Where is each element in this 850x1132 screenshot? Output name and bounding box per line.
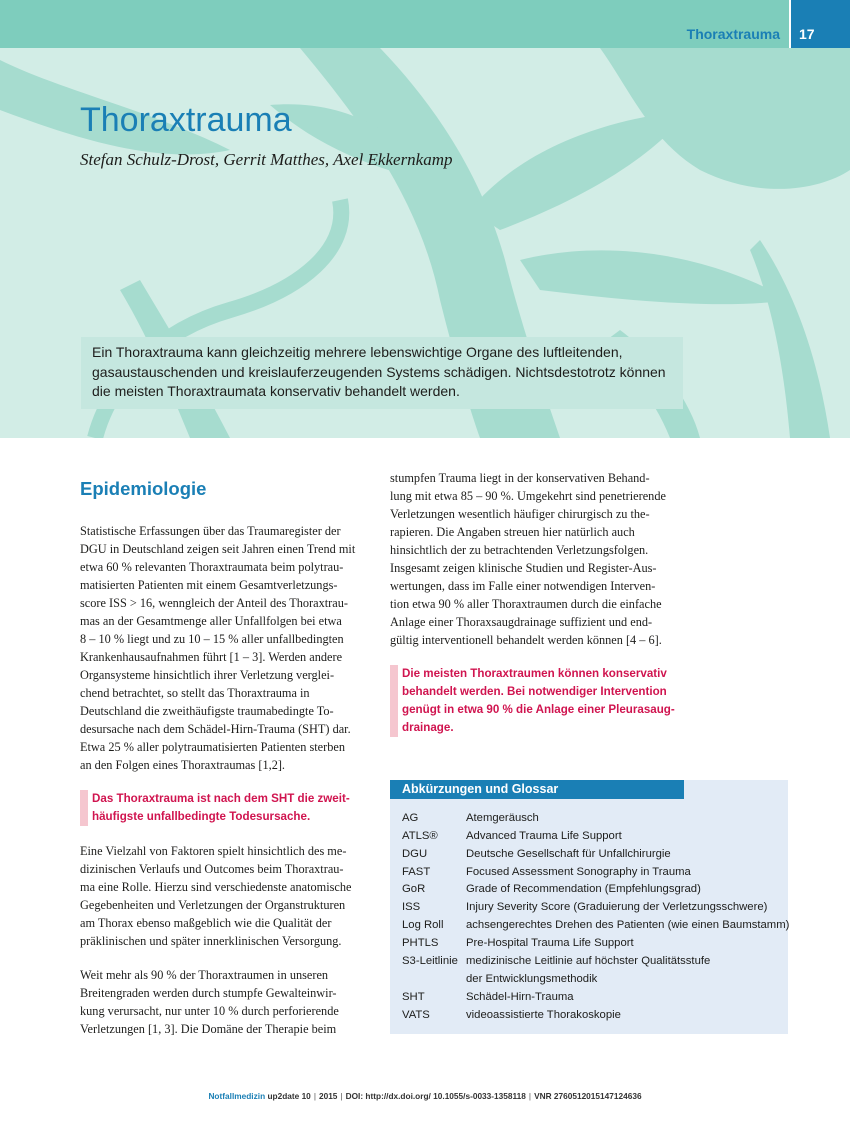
left-paragraph-3 <box>80 966 339 1038</box>
page-number: 17 <box>799 26 815 42</box>
glossary-abbr: Log Roll <box>402 919 444 931</box>
page-footer <box>0 1091 850 1101</box>
abstract-box <box>81 337 683 409</box>
text-line: Etwa 25 % aller polytraumatisierten Patienten sterben <box>80 740 345 754</box>
glossary-abbr: FAST <box>402 866 431 878</box>
text-line: präklinischen und später innerklinischen Versorgung. <box>80 934 342 948</box>
callout-line: behandelt werden. Bei notwendiger Intervention <box>402 685 667 698</box>
section-title-epidemiologie: Epidemiologie <box>80 478 207 499</box>
text-line: kung verursacht, nur unter 10 % durch perforierende <box>80 1004 339 1018</box>
hero-banner <box>0 0 850 438</box>
text-line: Deutschland die zweithäufigste traumabedingte To- <box>80 704 334 718</box>
text-line: rapieren. Die Angaben streuen hier natürlich auch <box>390 525 635 539</box>
callout-line: Das Thoraxtrauma ist nach dem SHT die zweit- <box>92 792 350 805</box>
glossary-def: Grade of Recommendation (Empfehlungsgrad) <box>466 883 701 895</box>
text-line: etwa 60 % relevanten Thoraxtraumata beim polytrau- <box>80 560 344 574</box>
text-line: gültig interventionell behandelt werden können [4 – 6]. <box>390 633 662 647</box>
text-line: Verletzungen wesentlich häufiger chirurgisch zu the- <box>390 507 650 521</box>
text-line: chend betrachtet, so stellt das Thoraxtrauma in <box>80 686 310 700</box>
right-callout <box>390 665 675 737</box>
footer-separator: | <box>528 1091 532 1101</box>
text-line: wertungen, dass im Falle einer notwendigen Interven- <box>390 579 656 593</box>
glossary-def: Focused Assessment Sonography in Trauma <box>466 866 691 878</box>
text-line: lung mit etwa 85 – 90 %. Umgekehrt sind penetrierende <box>390 489 666 503</box>
text-line: mas an der Gesamtmenge aller Unfallfolgen bei etwa <box>80 614 342 628</box>
glossary-def: achsengerechtes Drehen des Patienten (wie einen Baumstamm) <box>466 919 790 931</box>
glossary-abbr: ISS <box>402 901 421 913</box>
text-line: stumpfen Trauma liegt in der konservativen Behand- <box>390 471 650 485</box>
glossary-abbr: GoR <box>402 883 426 895</box>
abstract-line: Ein Thoraxtrauma kann gleichzeitig mehrere lebenswichtige Organe des luftleitenden, <box>92 344 623 360</box>
text-line: Gegebenheiten und Verletzungen der Organstrukturen <box>80 898 346 912</box>
text-line: matisierten Patienten mit einem Gesamtverletzungs- <box>80 578 338 592</box>
glossary-abbr: AG <box>402 812 419 824</box>
abstract-line: die meisten Thoraxtraumata konservativ behandelt werden. <box>92 383 460 399</box>
text-line: an den Folgen eines Thoraxtraumas [1,2]. <box>80 758 286 772</box>
glossary-def: Advanced Trauma Life Support <box>466 830 622 842</box>
text-line: Statistische Erfassungen über das Traumaregister der <box>80 524 341 538</box>
text-line: Insgesamt zeigen klinische Studien und Register-Aus- <box>390 561 657 575</box>
footer-separator: | <box>340 1091 343 1101</box>
article-title: Thoraxtrauma <box>80 101 292 139</box>
glossary-def: Pre-Hospital Trauma Life Support <box>466 937 634 949</box>
text-line: dizinischen Verlaufs und Outcomes beim Thoraxtrau- <box>80 862 344 876</box>
footer-year: 2015 <box>318 1091 338 1101</box>
text-line: Anlage einer Thoraxsaugdrainage suffizient und end- <box>390 615 653 629</box>
glossary-def: medizinische Leitlinie auf höchster Qualitätsstufe <box>466 955 711 967</box>
glossary-def: Atemgeräusch <box>466 812 539 824</box>
glossary-def: videoassistierte Thorakoskopie <box>466 1009 621 1021</box>
text-line: 8 – 10 % liegt und zu 10 – 15 % aller unfallbedingten <box>80 632 344 646</box>
text-line: tion etwa 90 % aller Thoraxtraumen durch die einfache <box>390 597 662 611</box>
right-paragraph-1 <box>390 469 666 649</box>
abstract-line: gasaustauschenden und kreislauferzeugenden Systems schädigen. Nichtsdestotrotz können <box>92 363 666 380</box>
text-line: Weit mehr als 90 % der Thoraxtraumen in unseren <box>80 968 329 982</box>
footer-issue: up2date 10 <box>267 1091 311 1101</box>
footer-vnr: VNR 2760512015147124636 <box>534 1091 642 1101</box>
text-line: Verletzungen [1, 3]. Die Domäne der Therapie beim <box>80 1022 337 1036</box>
callout-line: häufigste unfallbedingte Todesursache. <box>92 810 311 823</box>
text-line: score ISS > 16, wenngleich der Anteil des Thoraxtrau- <box>80 596 348 610</box>
footer-separator: | <box>313 1091 316 1101</box>
glossary-def: Injury Severity Score (Graduierung der Verletzungsschwere) <box>466 901 768 913</box>
footer-journal: Notfallmedizin <box>208 1091 266 1101</box>
glossary-title: Abkürzungen und Glossar <box>390 780 684 799</box>
text-line: Organsysteme hinsichtlich ihrer Verletzung verglei- <box>80 668 335 682</box>
glossary-abbr: VATS <box>402 1009 430 1021</box>
glossary-def: Schädel-Hirn-Trauma <box>466 991 574 1003</box>
text-line: desursache nach dem Schädel-Hirn-Trauma (SHT) dar. <box>80 722 351 736</box>
glossary-abbr: ATLS® <box>402 830 438 842</box>
text-line: Breitengraden werden durch stumpfe Gewalteinwir- <box>80 986 337 1000</box>
footer-doi: DOI: http://dx.doi.org/ 10.1055/s-0033-1358118 <box>345 1091 526 1101</box>
left-paragraph-2 <box>80 842 351 950</box>
text-line: Eine Vielzahl von Faktoren spielt hinsichtlich des me- <box>80 844 347 858</box>
article-authors: Stefan Schulz-Drost, Gerrit Matthes, Axel Ekkernkamp <box>80 150 453 169</box>
callout-line: drainage. <box>402 721 454 734</box>
glossary-abbr: SHT <box>402 991 425 1003</box>
glossary-abbr: PHTLS <box>402 937 439 949</box>
glossary-abbr: DGU <box>402 848 428 860</box>
running-title: Thoraxtrauma <box>686 26 780 42</box>
left-callout <box>80 790 350 826</box>
text-line: Krankenhausaufnahmen führt [1 – 3]. Werden andere <box>80 650 343 664</box>
callout-line: Die meisten Thoraxtraumen können konservativ <box>402 667 667 680</box>
callout-line: genügt in etwa 90 % die Anlage einer Pleurasaug- <box>402 703 675 716</box>
glossary-box <box>390 780 788 1034</box>
glossary-def: Deutsche Gesellschaft für Unfallchirurgie <box>466 848 671 860</box>
text-line: am Thorax ebenso maßgeblich wie die Qualität der <box>80 916 332 930</box>
text-line: ma eine Rolle. Hierzu sind verschiedenste anatomische <box>80 880 352 894</box>
glossary-abbr: S3-Leitlinie <box>402 955 458 967</box>
left-paragraph-1 <box>80 522 355 774</box>
text-line: DGU in Deutschland zeigen seit Jahren einen Trend mit <box>80 542 356 556</box>
glossary-def: der Entwicklungsmethodik <box>466 973 598 985</box>
page-number-box <box>789 0 850 48</box>
text-line: hinsichtlich der zu betrachtenden Verletzungsfolgen. <box>390 543 649 557</box>
